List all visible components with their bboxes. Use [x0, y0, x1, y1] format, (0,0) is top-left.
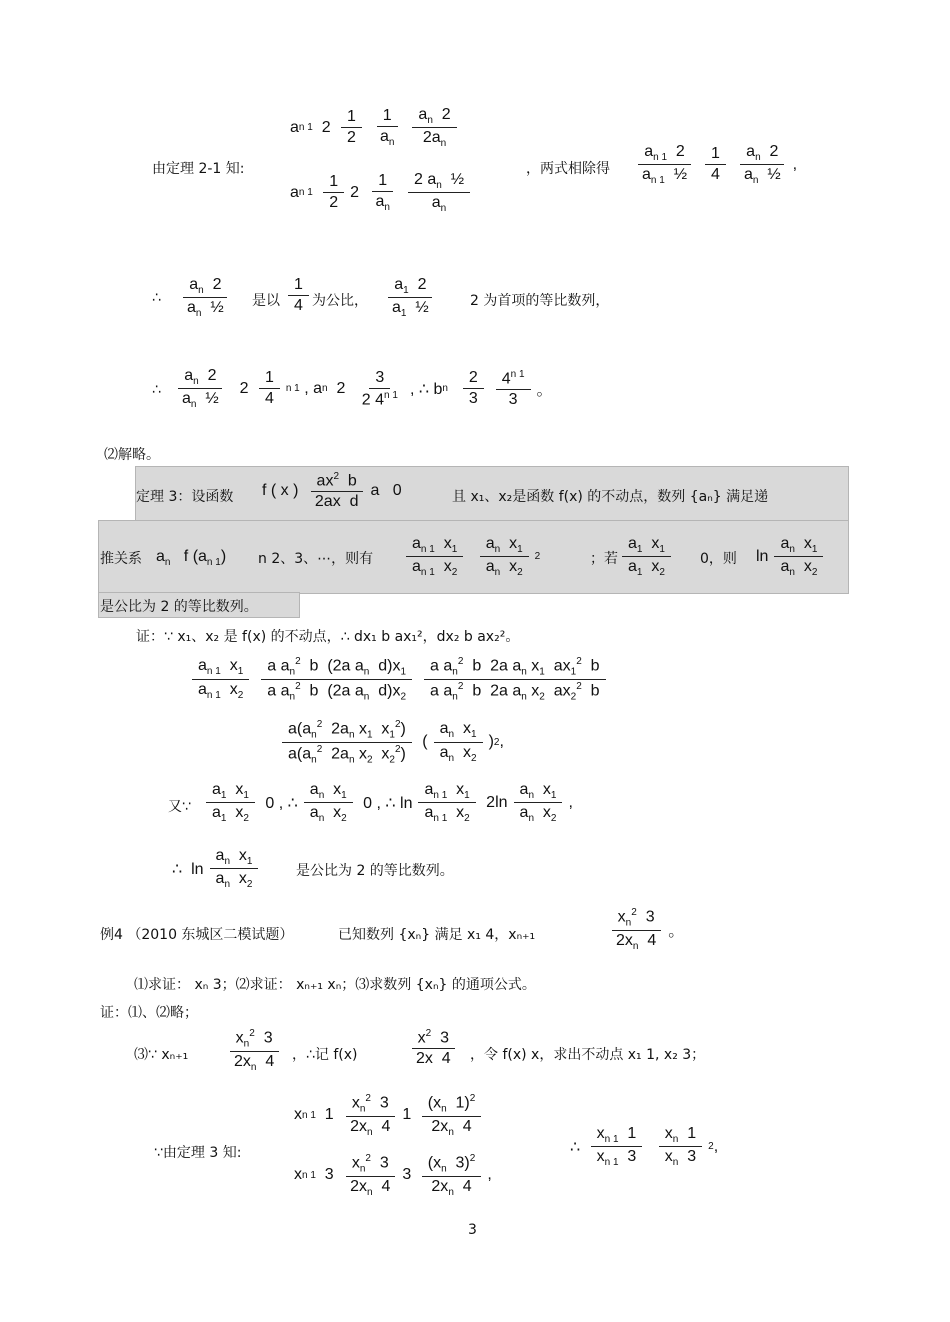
text-proof-start: 证：∵ x₁、x₂ 是 f(x) 的不动点，∴ dx₁ b ax₁²，dx₂ b ax₂²。: [136, 629, 520, 645]
text-thm3-then: 0，则: [700, 551, 737, 567]
eq-ex4-frac1: $\frac{x_n^2 3}{2x_n 4}$: [222, 1027, 286, 1074]
eq-ex4-frac2: $\frac{x^2 3}{2x 4}$: [404, 1027, 463, 1069]
text-part2: ⑵解略。: [104, 447, 160, 463]
eq-thm3-init: $\frac{a_1 x_1}{a_1 x_2}$: [616, 534, 677, 579]
text-thm3-start: 定理 3：设函数: [136, 489, 234, 505]
eq-system-bottom: a n 1 $\frac{1}{2}$ 2 $\frac{1}{a_n}$ $\frac{2 a_n \frac{1}{2}}{a_n}$: [290, 170, 476, 215]
text-thm3-end: 是公比为 2 的等比数列。: [100, 599, 258, 615]
eq-ex4-top: x n 1 1 $\frac{x_n^2 3}{2x_n 4}$ 1 $\frac{(x_n 1)^2}{2x_n 4}$: [294, 1092, 487, 1139]
text-example4-pf: 证：⑴、⑵略；: [100, 1005, 198, 1021]
text-example4-title: 例4 （2010 东城区二模试题）: [100, 927, 294, 943]
text-thm3-if: ；若: [590, 551, 618, 567]
text-first-term: 2 为首项的等比数列，: [470, 293, 610, 309]
eq-thm3-rel: $\frac{a_{n 1} x_1}{a_{n 1} x_2}$ $\frac{a_n x_1}{a_n x_2}$ 2: [400, 534, 540, 579]
text-thm3-cond: 且 x₁、x₂是函数 f(x) 的不动点，数列 {aₙ} 满足递: [452, 489, 769, 505]
text-ex4-3a: ⑶∵ xₙ₊₁: [134, 1047, 189, 1063]
eq-geom-2: $\frac{a_1 2}{a_1 \frac{1}{2}}$: [380, 275, 441, 320]
eq-proof-1: $\frac{a_{n 1} x_1}{a_{n 1} x_2}$ $\frac{a a_n^2 b (2a a_n d)x_1}{a a_n^2 b (2a a_n d)x_2}$ $\frac{a a_n^2 b 2a a_n x_1 ax_1^2 b}{a a_n^2 b 2a a_n x_2 ax_2^2 b}$: [186, 655, 612, 703]
page-number: 3: [468, 1222, 477, 1238]
eq-example4: $\frac{x_n^2 3}{2x_n 4}$ 。: [604, 906, 684, 953]
eq-proof-3: $\frac{a_1 x_1}{a_1 x_2}$ 0 , ∴ $\frac{a_n x_1}{a_n x_2}$ 0 , ∴ ln $\frac{a_{n 1} x_1}{a_{n 1} x_2}$ 2ln $\frac{a_n x_1}{a_n x_2}$ ,: [200, 780, 573, 825]
eq-fx: f ( x ) $\frac{ax^2 b}{\text{2ax d}}$ a 0: [262, 471, 402, 511]
frac-quarter: $\frac{1}{4}$: [282, 275, 315, 316]
text-theorem21: 由定理 2-1 知:: [152, 161, 245, 177]
text-proof-you: 又∵: [168, 799, 191, 815]
text-therefore-1: ∴: [152, 290, 161, 306]
text-therefore-2: ∴: [152, 382, 161, 398]
eq-result: $\frac{a_n 2}{a_n \frac{1}{2}}$ 2 $\frac{1}{4}$ n 1 , a n 2 $\frac{3}{2 4^{n 1}}$ , ∴ b n $\frac{2}{3}$ $\frac{4^{n 1}}{3}$ 。: [170, 366, 553, 411]
text-shiyi: 是以: [252, 293, 280, 309]
text-divide: ，两式相除得: [526, 161, 610, 177]
text-example4: 已知数列 {xₙ} 满足 x₁ 4，xₙ₊₁: [338, 927, 536, 943]
eq-recursion: $a_n$ f $(a_{n 1})$: [156, 548, 227, 569]
text-example4-q: ⑴求证： xₙ 3；⑵求证： xₙ₊₁ xₙ；⑶求数列 {xₙ} 的通项公式。: [134, 977, 536, 993]
text-ex4-thm: ∵由定理 3 知:: [154, 1145, 242, 1161]
eq-proof-4: ∴ ln $\frac{a_n x_1}{a_n x_2}$: [172, 846, 264, 891]
text-ex4-3b: ，∴记 f(x): [292, 1047, 358, 1063]
eq-geom-1: $\frac{a_n 2}{a_n \frac{1}{2}}$: [175, 275, 236, 320]
text-thm3-n: n 2、3、⋯，则有: [258, 551, 374, 567]
text-ex4-3c: ，令 f(x) x，求出不动点 x₁ 1, x₂ 3；: [470, 1047, 706, 1063]
eq-ex4-result: ∴ $\frac{x_{n 1} 1}{x_{n 1} 3}$ $\frac{x_n 1}{x_n 3}$ 2 ,: [570, 1125, 719, 1169]
eq-system-top: a n 1 2 $\frac{1}{2}$ $\frac{1}{a_n}$ $\frac{a_n 2}{2a_n}$: [290, 105, 463, 150]
eq-thm3-ln: ln $\frac{a_n x_1}{a_n x_2}$: [756, 534, 829, 579]
text-thm3-rec: 推关系: [100, 551, 142, 567]
eq-proof-2: $\frac{a(a_n^2 2a_n x_1 x_1^2)}{a(a_n^2 2a_n x_2 x_2^2)}$ ( $\frac{a_n x_1}{a_n x_2}$ ) 2 ,: [276, 718, 504, 766]
eq-ratio: $\frac{a_{n 1} 2}{a_{n 1} \frac{1}{2}}$ $\frac{1}{4}$ $\frac{a_n 2}{a_n \frac{1}{2}}$ ,: [630, 142, 797, 187]
text-proof-end: 是公比为 2 的等比数列。: [296, 863, 454, 879]
text-ratio: 为公比，: [312, 293, 368, 309]
eq-ex4-bottom: x n 1 3 $\frac{x_n^2 3}{2x_n 4}$ 3 $\frac{(x_n 3)^2}{2x_n 4}$ ,: [294, 1153, 492, 1198]
